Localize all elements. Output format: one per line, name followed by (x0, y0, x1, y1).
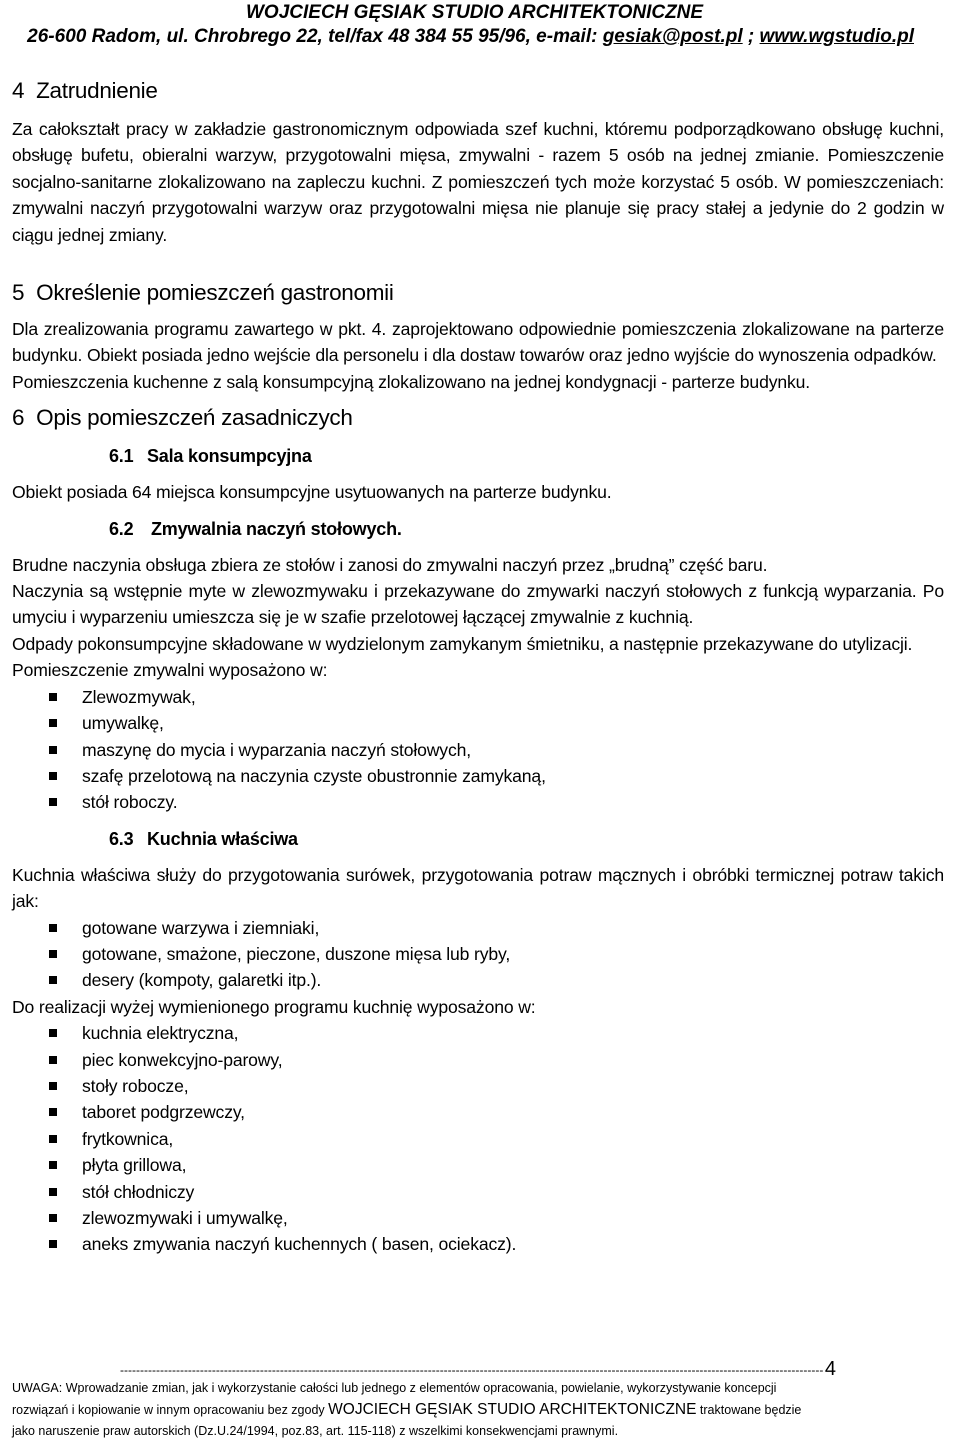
page-number: 4 (824, 1358, 836, 1380)
list-item: szafę przelotową na naczynia czyste obustronnie zamykaną, (12, 763, 944, 789)
document-body (12, 76, 944, 1258)
section-5-heading: 5 Określenie pomieszczeń gastronomii (12, 280, 394, 306)
list-item: taboret podgrzewczy, (12, 1099, 944, 1125)
list-item: kuchnia elektryczna, (12, 1020, 944, 1046)
subsection-6-2-paragraph-1: Brudne naczynia obsługa zbiera ze stołów i zanosi do zmywalni naczyń przez „brudną” część baru. (12, 554, 768, 575)
studio-name: WOJCIECH GĘSIAK STUDIO ARCHITEKTONICZNE (246, 2, 704, 23)
subsection-6-2-paragraph-2: Naczynia są wstępnie myte w zlewozmywaku i przekazywane do zmywarki naczyń stołowych z funkcją wyparzania. Po umyciu i wyparzeniu umieszcza się je w szafie przelotowej łączącej zmywalnie z kuchnią. (12, 581, 944, 628)
dishes-list (12, 915, 944, 994)
footer-rule (12, 1362, 944, 1378)
list-item: desery (kompoty, galaretki itp.). (12, 967, 944, 993)
section-5-paragraph-1: Dla zrealizowania programu zawartego w pkt. 4. zaprojektowano odpowiednie pomieszczenia zlokalizowane na parterze budynku. Obiekt posiada jedno wejście dla personelu i dla dostaw towarów oraz jedno wyjście do wynoszenia odpadków. (12, 319, 944, 366)
subsection-6-1-paragraph: Obiekt posiada 64 miejsca konsumpcyjne usytuowanych na parterze budynku. (12, 482, 612, 503)
subsection-6-2-paragraph-3: Odpady pokonsumpcyjne składowane w wydzielonym zamykanym śmietniku, a następnie przekazywane do utylizacji. (12, 633, 913, 654)
list-item: stoły robocze, (12, 1073, 944, 1099)
subsection-title: Kuchnia właściwa (147, 828, 298, 849)
subsection-6-3-paragraph-2: Do realizacji wyżej wymienionego programu kuchnię wyposażono w: (12, 996, 536, 1017)
footer-text: rozwiązań i kopiowanie w innym opracowaniu bez zgody (12, 1403, 329, 1417)
subsection-title: Sala konsumpcyjna (147, 446, 312, 467)
section-4-heading: 4 Zatrudnienie (12, 78, 158, 103)
email-link[interactable]: gesiak@post.pl (602, 26, 743, 47)
section-4-paragraph: Za całokształt pracy w zakładzie gastronomicznym odpowiada szef kuchni, któremu podporządkowano obsługę kuchni, obsługę bufetu, obieralni warzyw, przygotowalni mięsa, zmywalni - razem 5 osób na jednej zmianie. Pomieszczenie socjalno-sanitarne zlokalizowano na zapleczu kuchni. Z pomieszczeń tych może korzystać 5 osób. W pomieszczeniach: zmywalni naczyń przygotowalni warzyw oraz przygotowalni mięsa nie planuje się pracy stałej a jedynie do 2 godzin w ciągu jednej zmiany. (12, 119, 944, 245)
subsection-number: 6.3 (109, 828, 134, 849)
footer-text: traktowane będzie (696, 1403, 802, 1417)
subsection-6-3-paragraph-1: Kuchnia właściwa służy do przygotowania surówek, przygotowania potraw mącznych i obróbki termicznej potraw takich jak: (12, 864, 944, 912)
list-item: aneks zmywania naczyń kuchennych ( basen, ociekacz). (12, 1231, 944, 1257)
footer-dash-line: -------------------------------------------------------------------------------------------------------------------------------------------------------------------------------- (120, 1363, 824, 1377)
subsection-6-2-paragraph-4: Pomieszczenie zmywalni wyposażono w: (12, 660, 328, 681)
list-item: piec konwekcyjno-parowy, (12, 1047, 944, 1073)
separator: ; (742, 26, 760, 47)
list-item: zlewozmywaki i umywalkę, (12, 1205, 944, 1231)
page-footer (12, 1358, 944, 1442)
list-item: płyta grillowa, (12, 1152, 944, 1178)
subsection-6-3-heading (12, 826, 944, 852)
section-6-heading: 6 Opis pomieszczeń zasadniczych (12, 405, 353, 431)
list-item: gotowane warzywa i ziemniaki, (12, 915, 944, 941)
studio-address-line (0, 26, 960, 48)
studio-address: 26-600 Radom, ul. Chrobrego 22, tel/fax 48 384 55 95/96, e-mail: (27, 26, 603, 47)
section-5-paragraph-2: Pomieszczenia kuchenne z salą konsumpcyjną zlokalizowano na jednej kondygnacji - parterze budynku. (12, 371, 811, 392)
list-item: umywalkę, (12, 710, 944, 736)
list-item: maszynę do mycia i wyparzania naczyń stołowych, (12, 737, 944, 763)
footer-copyright-line-3: jako naruszenie praw autorskich (Dz.U.24/1994, poz.83, art. 115-118) z wszelkimi konsekwencjami prawnymi. (12, 1424, 619, 1438)
subsection-6-1-heading (12, 443, 944, 469)
kitchen-equipment-list (12, 1020, 944, 1258)
footer-studio-name: WOJCIECH GĘSIAK STUDIO ARCHITEKTONICZNE (328, 1401, 697, 1418)
subsection-6-2-heading (12, 516, 944, 542)
dishwashing-equipment-list (12, 684, 944, 816)
subsection-number: 6.1 (109, 446, 134, 467)
footer-copyright-line-2 (12, 1399, 944, 1421)
website-link[interactable]: www.wgstudio.pl (759, 26, 914, 47)
list-item: gotowane, smażone, pieczone, duszone mięsa lub ryby, (12, 941, 944, 967)
list-item: frytkownica, (12, 1126, 944, 1152)
subsection-title: Zmywalnia naczyń stołowych. (151, 518, 402, 539)
list-item: stół roboczy. (12, 789, 944, 815)
subsection-number: 6.2 (109, 518, 134, 539)
footer-copyright-line-1: UWAGA: Wprowadzanie zmian, jak i wykorzystanie całości lub jednego z elementów opracowania, powielanie, wykorzystywanie koncepcji (12, 1381, 777, 1395)
list-item: Zlewozmywak, (12, 684, 944, 710)
list-item: stół chłodniczy (12, 1179, 944, 1205)
